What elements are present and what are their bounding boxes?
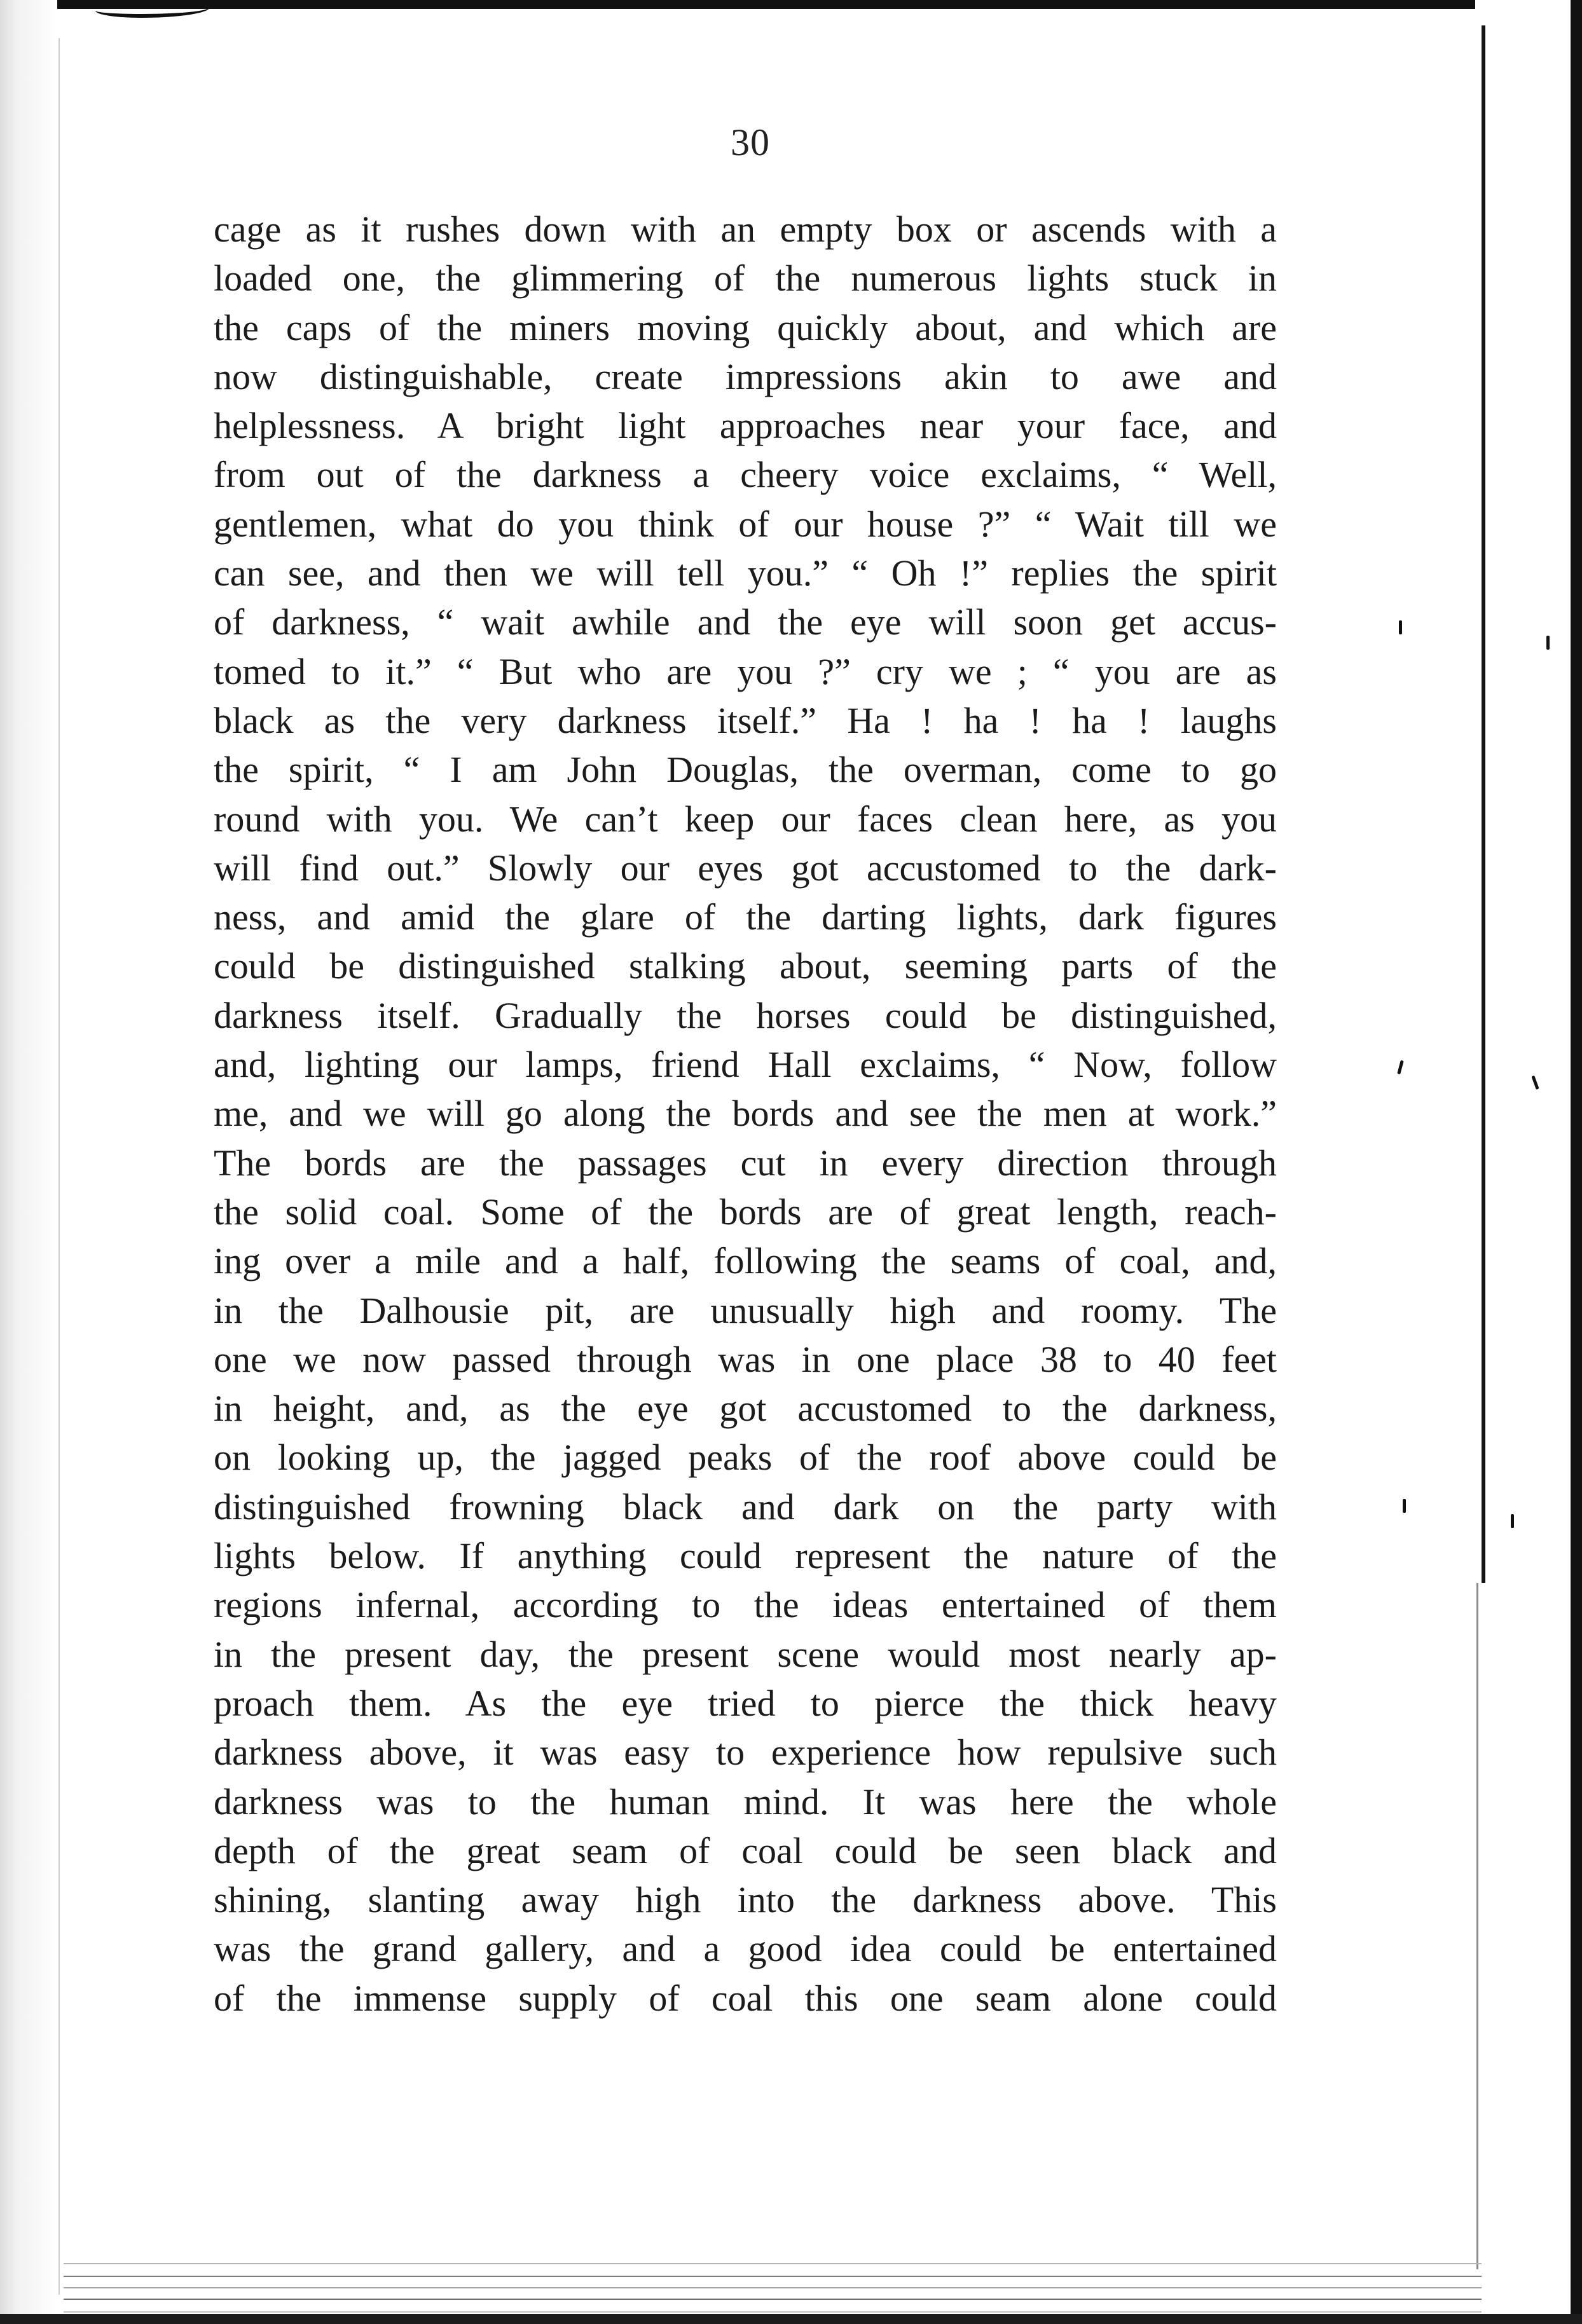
text-line: black as the very darkness itself.” Ha ! ha ! ha ! laughs	[214, 699, 1277, 741]
text-line: The bords are the passages cut in every direction through	[214, 1142, 1277, 1184]
text-line: will find out.” Slowly our eyes got accustomed to the dark-	[214, 847, 1277, 889]
margin-mark	[1546, 636, 1550, 650]
text-line: and, lighting our lamps, friend Hall exclaims, “ Now, follow	[214, 1044, 1277, 1086]
text-line: one we now passed through was in one place 38 to 40 feet	[214, 1338, 1277, 1380]
text-line: on looking up, the jagged peaks of the roof above could be	[214, 1437, 1277, 1479]
text-line: could be distinguished stalking about, seeming parts of the	[214, 945, 1277, 987]
text-line: was the grand gallery, and a good idea could be entertained	[214, 1928, 1277, 1970]
top-edge-curl	[95, 0, 210, 18]
text-line: cage as it rushes down with an empty box or ascends with a	[214, 208, 1277, 250]
margin-mark	[1397, 1060, 1404, 1075]
scan-bottom-edge	[0, 2314, 1582, 2324]
next-page-border-lower	[1476, 1583, 1478, 2269]
text-line: loaded one, the glimmering of the numerous lights stuck in	[214, 257, 1277, 299]
text-line: ness, and amid the glare of the darting lights, dark figures	[214, 896, 1277, 938]
text-line: gentlemen, what do you think of our house ?” “ Wait till we	[214, 503, 1277, 545]
text-line: tomed to it.” “ But who are you ?” cry we ; “ you are as	[214, 650, 1277, 692]
top-page-edge	[0, 0, 1582, 9]
text-line: helplessness. A bright light approaches near your face, and	[214, 405, 1277, 447]
margin-mark	[1403, 1499, 1406, 1513]
text-line: me, and we will go along the bords and see the men at work.”	[214, 1093, 1277, 1135]
text-line: in height, and, as the eye got accustomed to the darkness,	[214, 1388, 1277, 1430]
binding-shadow	[0, 0, 57, 2324]
text-line: from out of the darkness a cheery voice exclaims, “ Well,	[214, 454, 1277, 496]
margin-mark	[1511, 1514, 1514, 1528]
text-line: in the present day, the present scene would most nearly ap-	[214, 1633, 1277, 1675]
text-line: regions infernal, according to the ideas entertained of them	[214, 1584, 1277, 1626]
text-line: the spirit, “ I am John Douglas, the overman, come to go	[214, 749, 1277, 791]
text-line: depth of the great seam of coal could be seen black and	[214, 1829, 1277, 1871]
text-line: can see, and then we will tell you.” “ Oh !” replies the spirit	[214, 552, 1277, 594]
text-line: darkness above, it was easy to experience how repulsive such	[214, 1732, 1277, 1774]
next-page-border	[1482, 25, 1485, 1583]
margin-mark	[1399, 620, 1402, 634]
text-line: in the Dalhousie pit, are unusually high and roomy. The	[214, 1289, 1277, 1331]
text-line: of the immense supply of coal this one seam alone could	[214, 1977, 1277, 2019]
binding-line	[58, 38, 60, 2295]
text-line: shining, slanting away high into the darkness above. This	[214, 1879, 1277, 1921]
text-line: round with you. We can’t keep our faces clean here, as you	[214, 798, 1277, 840]
text-line: proach them. As the eye tried to pierce the thick heavy	[214, 1682, 1277, 1724]
scan-right-edge	[1571, 0, 1582, 2324]
text-line: ing over a mile and a half, following the seams of coal, and,	[214, 1240, 1277, 1282]
text-line: the solid coal. Some of the bords are of great length, reach-	[214, 1191, 1277, 1233]
text-line: distinguished frowning black and dark on the party with	[214, 1486, 1277, 1528]
stacked-page-edges	[64, 2250, 1482, 2324]
text-line: lights below. If anything could represent the nature of the	[214, 1535, 1277, 1577]
text-line: darkness itself. Gradually the horses could be distinguished,	[214, 994, 1277, 1036]
text-line: the caps of the miners moving quickly about, and which are	[214, 306, 1277, 348]
text-line: of darkness, “ wait awhile and the eye will soon get accus-	[214, 601, 1277, 643]
text-line: darkness was to the human mind. It was here the whole	[214, 1781, 1277, 1822]
next-page-edge	[1475, 0, 1582, 2324]
text-line: now distinguishable, create impressions akin to awe and	[214, 355, 1277, 397]
body-text	[214, 205, 1277, 2023]
page-number: 30	[731, 121, 770, 163]
